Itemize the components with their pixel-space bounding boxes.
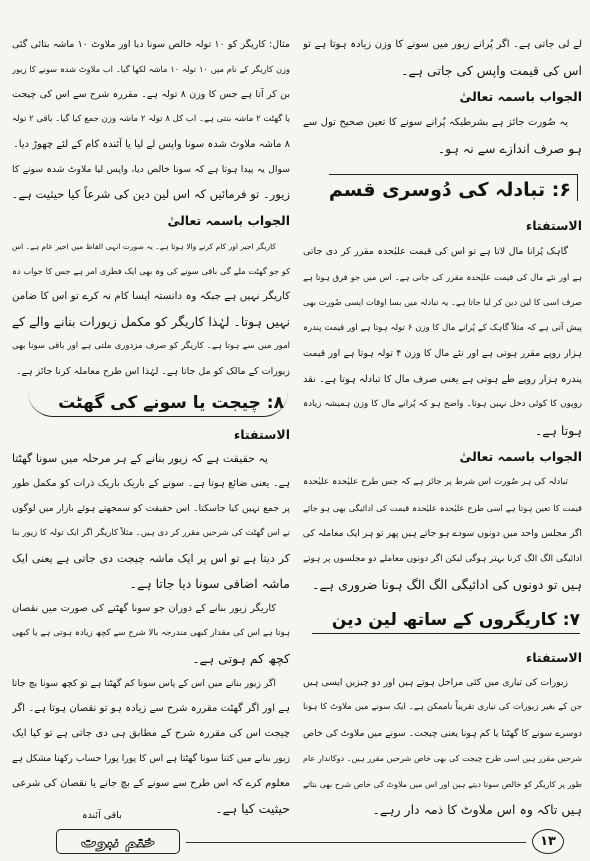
text-line: امور میں سے ہوتا ہے۔ کاریگر کو صرف مزدوری ملتی ہے اور باقی سونا بھی (12, 341, 290, 351)
text-line: کاریگر زیور بنانے کے دوران جو سونا گھٹنے کی صورت میں نقصان (12, 603, 276, 614)
right-column (303, 32, 582, 823)
text-line: زیورات کے مالک کو مل جاتا ہے۔ لہٰذا اس طرح معاملہ کرنا جائز ہے۔ (15, 366, 290, 377)
last-text-line (12, 796, 290, 821)
text-line: اگر مجلس واحد میں دونوں سودے ہو جاتے ہیں پھر تو ہر ایک معاملہ کی (303, 528, 582, 539)
text-line: طور پر کاریگر کو خالص سونا دیتے ہیں اور اس میں ملاوٹ کی خاص شرح بھی بتاتے (303, 779, 582, 789)
answer-label: الجواب باسمہ تعالیٰ (459, 449, 582, 464)
text-line: ماشہ اضافی سونا دیا جاتا ہے۔ (129, 576, 290, 591)
text-line: ہوتا ہے۔ (534, 422, 582, 438)
question-label: الاستفتاء (233, 427, 290, 442)
section-heading-text: ۶: تبادلہ کی دُوسری قسم (329, 174, 578, 201)
text-line: کر دیتا ہے تو اس پر ایک ماشہ چیجت دی جاتی ہے یعنی ایک (12, 552, 290, 565)
left-column (12, 32, 290, 821)
text-line: یہ حقیقت ہے کہ زیور بنانے کے ہر مرحلہ میں سونا گھٹتا (12, 452, 268, 465)
text-line: اگر زیور بنانے میں اس کے پاس سونا کم گھٹتا ہے تو کچھ سونا بچ جاتا (12, 678, 276, 689)
text-line: کچھ کم ہوتی ہے۔ (192, 651, 290, 666)
text-line: لے لی جاتی ہے۔ اگر پُرانے زیور میں سونے کا وزن زیادہ ہوتا ہے تو (303, 39, 582, 50)
text-line: یہ صُورت جائز ہے بشرطیکہ پُرانے سونے کا تعین صحیح تول سے (303, 117, 568, 128)
section-heading-text: ۸: چیجت یا سونے کی گھٹت (28, 392, 288, 417)
continued-note: باقی آئندہ (82, 810, 122, 821)
text-line: روپوں کا کوئی دخل نہیں ہوتا۔ واضح ہو کہ پُرانے مال کا وزن ہمیشہ زیادہ (303, 399, 582, 409)
text-line: گاہک پُرانا مال لاتا ہے تو اس کی قیمت علیٰحدہ مقرر کر دی جاتی (303, 246, 568, 257)
text-line: ہے۔ یعنی ضائع ہوتا ہے۔ سونے کے باریک باریک ذرات کو مکمل طور (12, 478, 290, 489)
text-line: حیثیت کیا ہے۔ (215, 801, 290, 816)
section-heading-text: ۷: کاریگروں کے ساتھ لین دین (312, 609, 580, 634)
text-line: وزن کاریگر کے نام میں ۱۰ تولہ ۱۰ ماشہ لکھا گیا۔ اب ملاوٹ شدہ سونے کا زیور (12, 64, 290, 74)
text-line: مثال: کاریگر کو ۱۰ تولہ خالص سونا دیا اور ملاوٹ ۱۰ ماشہ بتائی گئی (12, 39, 290, 50)
text-line: اس کی قیمت واپس کی جاتی ہے۔ (401, 62, 582, 78)
footer-rule (186, 842, 526, 843)
text-line: دوسرے سونے کا گھٹنا یا کم ہونا یعنی چیجت۔ سونے میں ملاوٹ کی خاص (303, 727, 582, 739)
section-heading (12, 384, 290, 424)
text-line: زیور بنانے میں کتنا سونا گھٹتا ہے اس کا پورا پورا حساب رکھنا مشکل ہے (12, 753, 290, 764)
text-line: قیمت کا تعین ہوتا ہے اسی طرح علیٰحدہ علیٰحدہ قیمت کی ادائیگی بھی ہو جائے (303, 502, 582, 513)
text-line: کاریگر نہیں ہے جبکہ وہ دانستہ ایسا کام نہ کرے تو اس کا ضامن (12, 290, 290, 302)
text-line: جن کے بغیر زیورات کی تیاری تقریباً ناممکن ہے۔ ایک سونے میں ملاوٹ کا ہونا (303, 702, 582, 712)
magazine-logo: ختم نبوت (56, 829, 180, 854)
text-line: پیش آتی ہے کہ مثلاً گاہک کے پُرانے مال کا وزن ۶ تولہ ہوتا ہے اور قیمت پندرہ (303, 322, 582, 333)
text-line: صرف اسی کا لین دین کر لیا جاتا ہے۔ یہ تبادلہ میں بسا اوقات ایسی صُورت بھی (303, 297, 582, 307)
text-line: معلوم کرے کہ اس طرح سے سونے کے بچ جانے یا نقصان کی شرعی (12, 778, 290, 789)
question-label: الاستفتاء (525, 649, 582, 665)
text-line: نے اس گھٹت کی شرحیں مقرر کر دی ہیں۔ مثلاً کاریگر اگر ایک تولہ کا زیور بنا (12, 528, 290, 538)
text-line: ادائیگی الگ الگ کرنا بہتر ہوگی لیکن اگر دونوں معاملے دو مجلسوں پر ہوتے (303, 553, 582, 564)
text-line: ہیں تو دونوں کی ادائیگی الگ الگ ہونا ضروری ہے۔ (312, 577, 582, 592)
answer-label: الجواب باسمہ تعالیٰ (459, 89, 582, 104)
text-line: ہوتا ہے اس کی مقدار کبھی مندرجہ بالا شرح سے کچھ زیادہ ہوتی ہے یا کبھی (12, 628, 290, 638)
section-heading (303, 598, 582, 646)
answer-label: الجواب باسمہ تعالیٰ (167, 213, 290, 228)
text-line: کو جو گھٹت ملے گی باقی سونے کی وہ بھی ایک فطری امر ہے جس کا جواب دہ (12, 266, 290, 276)
text-line: ہیں تاکہ وہ اس ملاوٹ کا ذمہ دار رہے۔ (372, 802, 582, 817)
text-line: تبادلہ کی ہر صُورت اس شرط پر جائز ہے کہ جس طرح علیٰحدہ علیٰحدہ (303, 477, 568, 487)
text-line: ہزار روپے مقرر ہوتی ہے اور نئے مال کا وزن ۴ تولہ ہوتا ہے اور قیمت (303, 348, 582, 359)
text-line: زیورات کی تیاری میں کئی مراحل ہوتے ہیں اور دو چیزیں ایسی ہیں (303, 676, 568, 688)
section-heading (303, 161, 582, 213)
text-line: بن کر آتا ہے جس کا وزن ۸ تولہ ہے۔ مقررہ شرح سے اس کی چیجت (12, 89, 290, 100)
text-line: زیور۔ تو فرمائیں کہ اس لین دین کی شرعاً کیا حیثیت ہے۔ (12, 187, 290, 201)
text-line: ہو صرف اندازے سے نہ ہو۔ (437, 140, 582, 156)
text-line: ہے اور اگر گھٹت مقررہ شرح سے زیادہ ہو تو نقصان ہوتا ہے۔ اگر (12, 703, 290, 714)
text-line: یا گھٹت ۲ ماشہ بنتی ہے۔ اب کل ۸ تولہ ۲ ماشہ وزن جمع کیا گیا۔ باقی ۲ تولہ (12, 114, 290, 124)
text-line: پندرہ ہزار روپے طے ہوتی ہے یعنی صرف مال کا تبادلہ ہوتا ہے۔ نقد (303, 373, 582, 385)
text-line: چیجت اس کی مقررہ شرح کے مطابق ہی دی جاتی ہے تو کیا ایک (12, 728, 290, 739)
text-line: نہیں ہوتا۔ لہٰذا کاریگر کو مکمل زیورات بنانے والے کے (12, 314, 290, 329)
text-line: سوال یہ پیدا ہوتا ہے کہ سونا خالص دیا، واپس لیا ملاوٹ شدہ سونے کا (12, 164, 290, 175)
text-line: پر جمع نہیں کیا جاسکتا۔ اس حقیقت کو سمجھتے ہوئے بازار میں لوگوں (12, 503, 290, 514)
text-line: شرحیں مقرر ہیں اسی طرح چیجت کی بھی خاص شرحیں مقرر ہیں۔ دوکاندار عام (303, 754, 582, 763)
text-line: کاریگر اجیر اور کام کرنے والا ہوتا ہے۔ یہ صورت انہی الفاظ میں اجیر عام ہے۔ اس (12, 242, 276, 251)
text-line: ۸ ماشہ ملاوٹ شدہ سونا واپس لے لیا یا آئندہ کام کے لئے چھوڑ دیا۔ (12, 139, 290, 150)
question-label: الاستفتاء (525, 218, 582, 233)
text-line: ہے اور نئے مال کی قیمت علیٰحدہ مقرر کی جاتی ہے۔ اس میں جو فرق ہوتا ہے (303, 271, 582, 282)
page-number: ۱۳ (532, 829, 564, 854)
